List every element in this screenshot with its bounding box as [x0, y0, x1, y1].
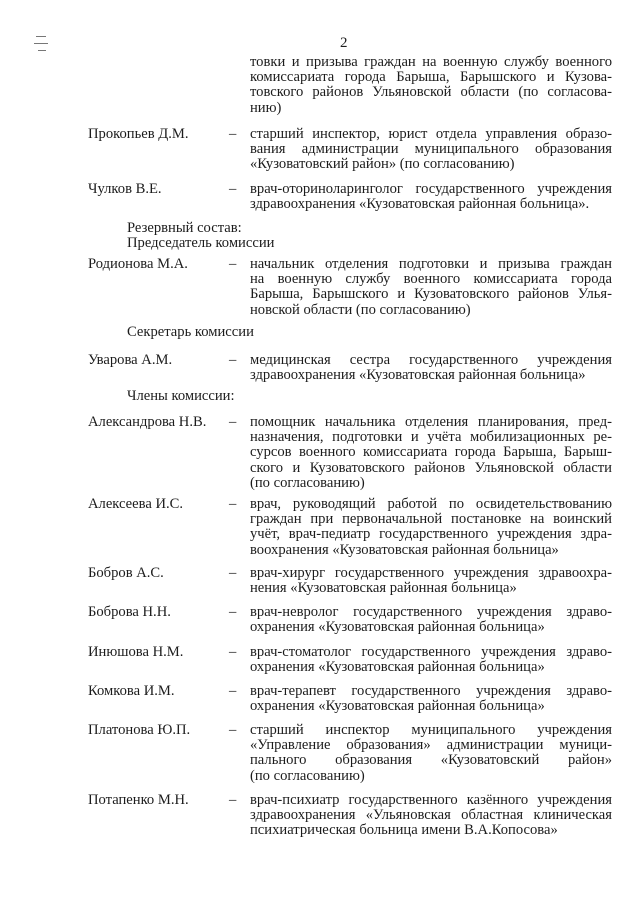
- member-description: [250, 645, 612, 675]
- dash: –: [229, 256, 237, 272]
- text-line: на военную службу военного комиссариата города: [250, 271, 612, 288]
- text-line: Барыша, Барышского и Кузоватовского районов Улья-: [250, 286, 612, 303]
- member-name: Чулков В.Е.: [88, 181, 162, 197]
- text-line: старший инспектор муниципального учреждения: [250, 722, 612, 738]
- text-line: врач, руководящий работой по освидетельствованию: [250, 496, 612, 512]
- dash: –: [229, 181, 237, 197]
- member-description: [250, 684, 612, 714]
- page-number: 2: [340, 35, 348, 51]
- dash: –: [229, 722, 237, 738]
- text-line: нию): [250, 99, 282, 116]
- text-line: психиатрическая больница имени В.А.Копосова»: [250, 822, 558, 839]
- text-line: товки и призыва граждан на военную службу военного: [250, 54, 612, 70]
- dash: –: [229, 644, 237, 660]
- text-line: врач-оториноларинголог государственного учреждения: [250, 181, 612, 197]
- member-description: [250, 415, 612, 491]
- text-line: назначения, подготовки и учёта мобилизационных ре-: [250, 429, 612, 446]
- text-line: «Кузоватовский район» (по согласованию): [250, 156, 515, 173]
- text-line: товского районов Ульяновской области (по согласова-: [250, 84, 612, 101]
- dash: –: [229, 565, 237, 581]
- text-line: охранения «Кузоватовская районная больница»: [250, 619, 545, 636]
- text-line: старший инспектор, юрист отдела управления образо-: [250, 126, 612, 142]
- text-line: врач-хирург государственного учреждения здравоохра-: [250, 565, 612, 581]
- member-description: [250, 723, 612, 784]
- text-line: (по согласованию): [250, 474, 365, 491]
- member-name: Потапенко М.Н.: [88, 792, 189, 808]
- text-line: вания администрации муниципального образования: [250, 141, 612, 158]
- dash: –: [229, 126, 237, 142]
- text-line: комиссариата города Барыша, Барышского и Кузова-: [250, 69, 612, 86]
- continuation-text: [250, 55, 612, 116]
- text-line: учёт, врач-педиатр государственного учреждения здра-: [250, 526, 612, 543]
- secretary-heading: Секретарь комиссии: [127, 324, 254, 340]
- member-name: Алексеева И.С.: [88, 496, 184, 512]
- text-line: граждан при первоначальной постановке на воинский: [250, 511, 612, 528]
- dash: –: [229, 414, 237, 430]
- reserve-title: Резервный состав:: [127, 220, 242, 236]
- member-description: [250, 566, 612, 596]
- text-line: нения «Кузоватовская районная больница»: [250, 580, 517, 597]
- member-description: [250, 793, 612, 839]
- member-description: [250, 353, 612, 383]
- member-name: Бобров А.С.: [88, 565, 164, 581]
- text-line: врач-терапевт государственного учреждения здраво-: [250, 683, 612, 699]
- text-line: новской области (по согласованию): [250, 301, 471, 318]
- member-description: [250, 127, 612, 173]
- text-line: медицинская сестра государственного учреждения: [250, 352, 612, 368]
- member-name: Боброва Н.Н.: [88, 604, 171, 620]
- dash: –: [229, 683, 237, 699]
- text-line: здравоохранения «Кузоватовская районная больница».: [250, 196, 590, 213]
- member-name: Платонова Ю.П.: [88, 722, 191, 738]
- member-description: [250, 257, 612, 318]
- dash: –: [229, 496, 237, 512]
- dash: –: [229, 792, 237, 808]
- text-line: «Управление образования» администрации муници-: [250, 737, 612, 754]
- text-line: врач-невролог государственного учреждения здраво-: [250, 604, 612, 620]
- text-line: (по согласованию): [250, 767, 365, 784]
- member-name: Александрова Н.В.: [88, 414, 207, 430]
- text-line: здравоохранения «Ульяновская областная клиническая: [250, 807, 612, 824]
- text-line: начальник отделения подготовки и призыва граждан: [250, 256, 612, 272]
- member-name: Прокопьев Д.М.: [88, 126, 189, 142]
- scan-artifact: [34, 32, 50, 52]
- dash: –: [229, 604, 237, 620]
- member-description: [250, 605, 612, 635]
- text-line: врач-психиатр государственного казённого учреждения: [250, 792, 612, 808]
- members-heading: Члены комиссии:: [127, 388, 235, 404]
- text-line: охранения «Кузоватовская районная больница»: [250, 698, 545, 715]
- chair-heading: Председатель комиссии: [127, 235, 275, 251]
- text-line: сурсов военного комиссариата города Барыша, Барыш-: [250, 444, 612, 461]
- member-description: [250, 497, 612, 558]
- member-name: Уварова А.М.: [88, 352, 173, 368]
- member-name: Комкова И.М.: [88, 683, 175, 699]
- text-line: врач-стоматолог государственного учреждения здраво-: [250, 644, 612, 660]
- member-description: [250, 182, 612, 212]
- member-name: Инюшова Н.М.: [88, 644, 184, 660]
- text-line: охранения «Кузоватовская районная больница»: [250, 659, 545, 676]
- text-line: пального образования «Кузоватовский район»: [250, 752, 612, 769]
- member-name: Родионова М.А.: [88, 256, 188, 272]
- dash: –: [229, 352, 237, 368]
- text-line: помощник начальника отделения планирования, пред-: [250, 414, 612, 430]
- text-line: здравоохранения «Кузоватовская районная больница»: [250, 367, 586, 384]
- text-line: воохранения «Кузоватовская районная больница»: [250, 541, 559, 558]
- text-line: ского и Кузоватовского районов Ульяновской области: [250, 459, 612, 476]
